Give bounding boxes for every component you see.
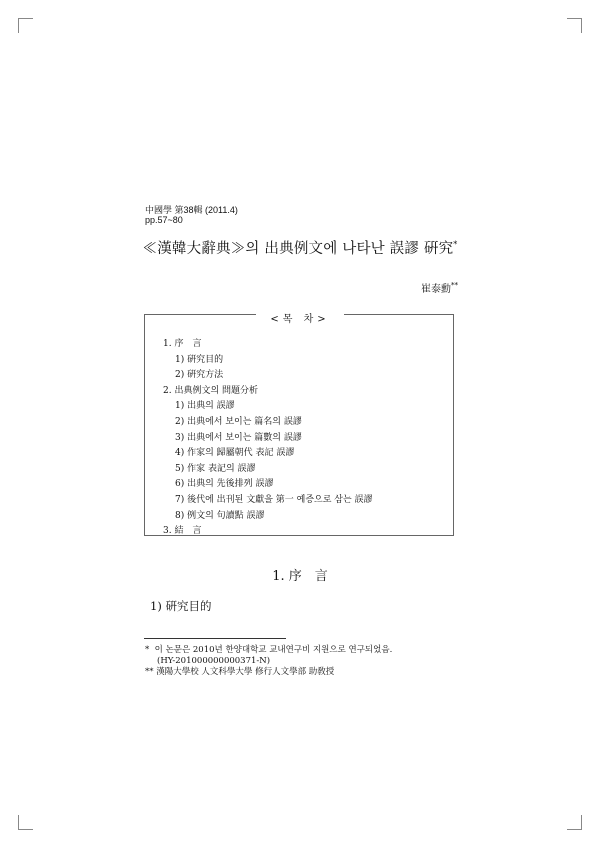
footnote-rule xyxy=(144,638,286,639)
toc-heading: <목 차> xyxy=(256,314,343,325)
journal-issue: 中國學 第38輯 (2011.4) xyxy=(145,205,238,215)
toc-item-2-3: 3) 出典에서 보이는 篇數의 誤謬 xyxy=(175,432,302,443)
footnote-2-mark: ** xyxy=(145,667,154,677)
toc-item-1-2: 2) 硏究方法 xyxy=(175,370,224,381)
crop-mark-bottom-left xyxy=(18,815,33,830)
toc-item-2-7: 7) 後代에 出刊된 文獻을 第一 예증으로 삼는 誤謬 xyxy=(175,494,373,505)
author-name: 崔泰勳 xyxy=(421,284,451,295)
footnote-1-code: (HY-201000000000371-N) xyxy=(157,656,271,666)
toc-item-1-1: 1) 硏究目的 xyxy=(175,354,224,365)
journal-info xyxy=(145,205,238,225)
author-footnote-mark: ** xyxy=(451,281,458,290)
toc-list xyxy=(163,337,373,540)
footnote-1 xyxy=(145,645,392,656)
footnotes xyxy=(145,645,392,678)
toc-item-2-8: 8) 例文의 句讀點 誤謬 xyxy=(175,510,265,521)
toc-item-2-4: 4) 作家의 歸屬朝代 表記 誤謬 xyxy=(175,448,295,459)
toc-item-2-6: 6) 出典의 先後排列 誤謬 xyxy=(175,479,274,490)
paper-title-text: ≪漢韓大辭典≫의 出典例文에 나타난 誤謬 硏究 xyxy=(142,241,454,257)
toc-item-2-2: 2) 出典에서 보이는 篇名의 誤謬 xyxy=(175,416,302,427)
crop-mark-top-left xyxy=(18,18,33,33)
toc-heading-wrap xyxy=(145,307,455,326)
subsection-heading: 1) 硏究目的 xyxy=(150,599,212,613)
toc-item-section-3: 3. 結 言 xyxy=(163,526,202,537)
crop-mark-top-right xyxy=(567,18,582,33)
toc-item-2-1: 1) 出典의 誤謬 xyxy=(175,401,235,412)
footnote-1-text: 이 논문은 2010년 한양대학교 교내연구비 지원으로 연구되었음. xyxy=(154,645,393,655)
journal-pages: pp.57~80 xyxy=(145,215,183,225)
footnote-2-text: 漢陽大學校 人文科學大學 修行人文學部 助敎授 xyxy=(156,667,335,677)
footnote-1-mark: * xyxy=(145,645,150,655)
crop-mark-bottom-right xyxy=(567,815,582,830)
title-footnote-mark: * xyxy=(453,240,458,250)
paper-title xyxy=(0,237,600,258)
toc-item-section-1: 1. 序 言 xyxy=(163,339,202,349)
author xyxy=(421,280,458,295)
toc-item-2-5: 5) 作家 表記의 誤謬 xyxy=(175,463,256,474)
footnote-2 xyxy=(145,667,392,678)
toc-item-section-2: 2. 出典例文의 問題分析 xyxy=(163,385,259,396)
table-of-contents xyxy=(144,314,454,536)
section-heading: 1. 序 言 xyxy=(272,569,328,584)
